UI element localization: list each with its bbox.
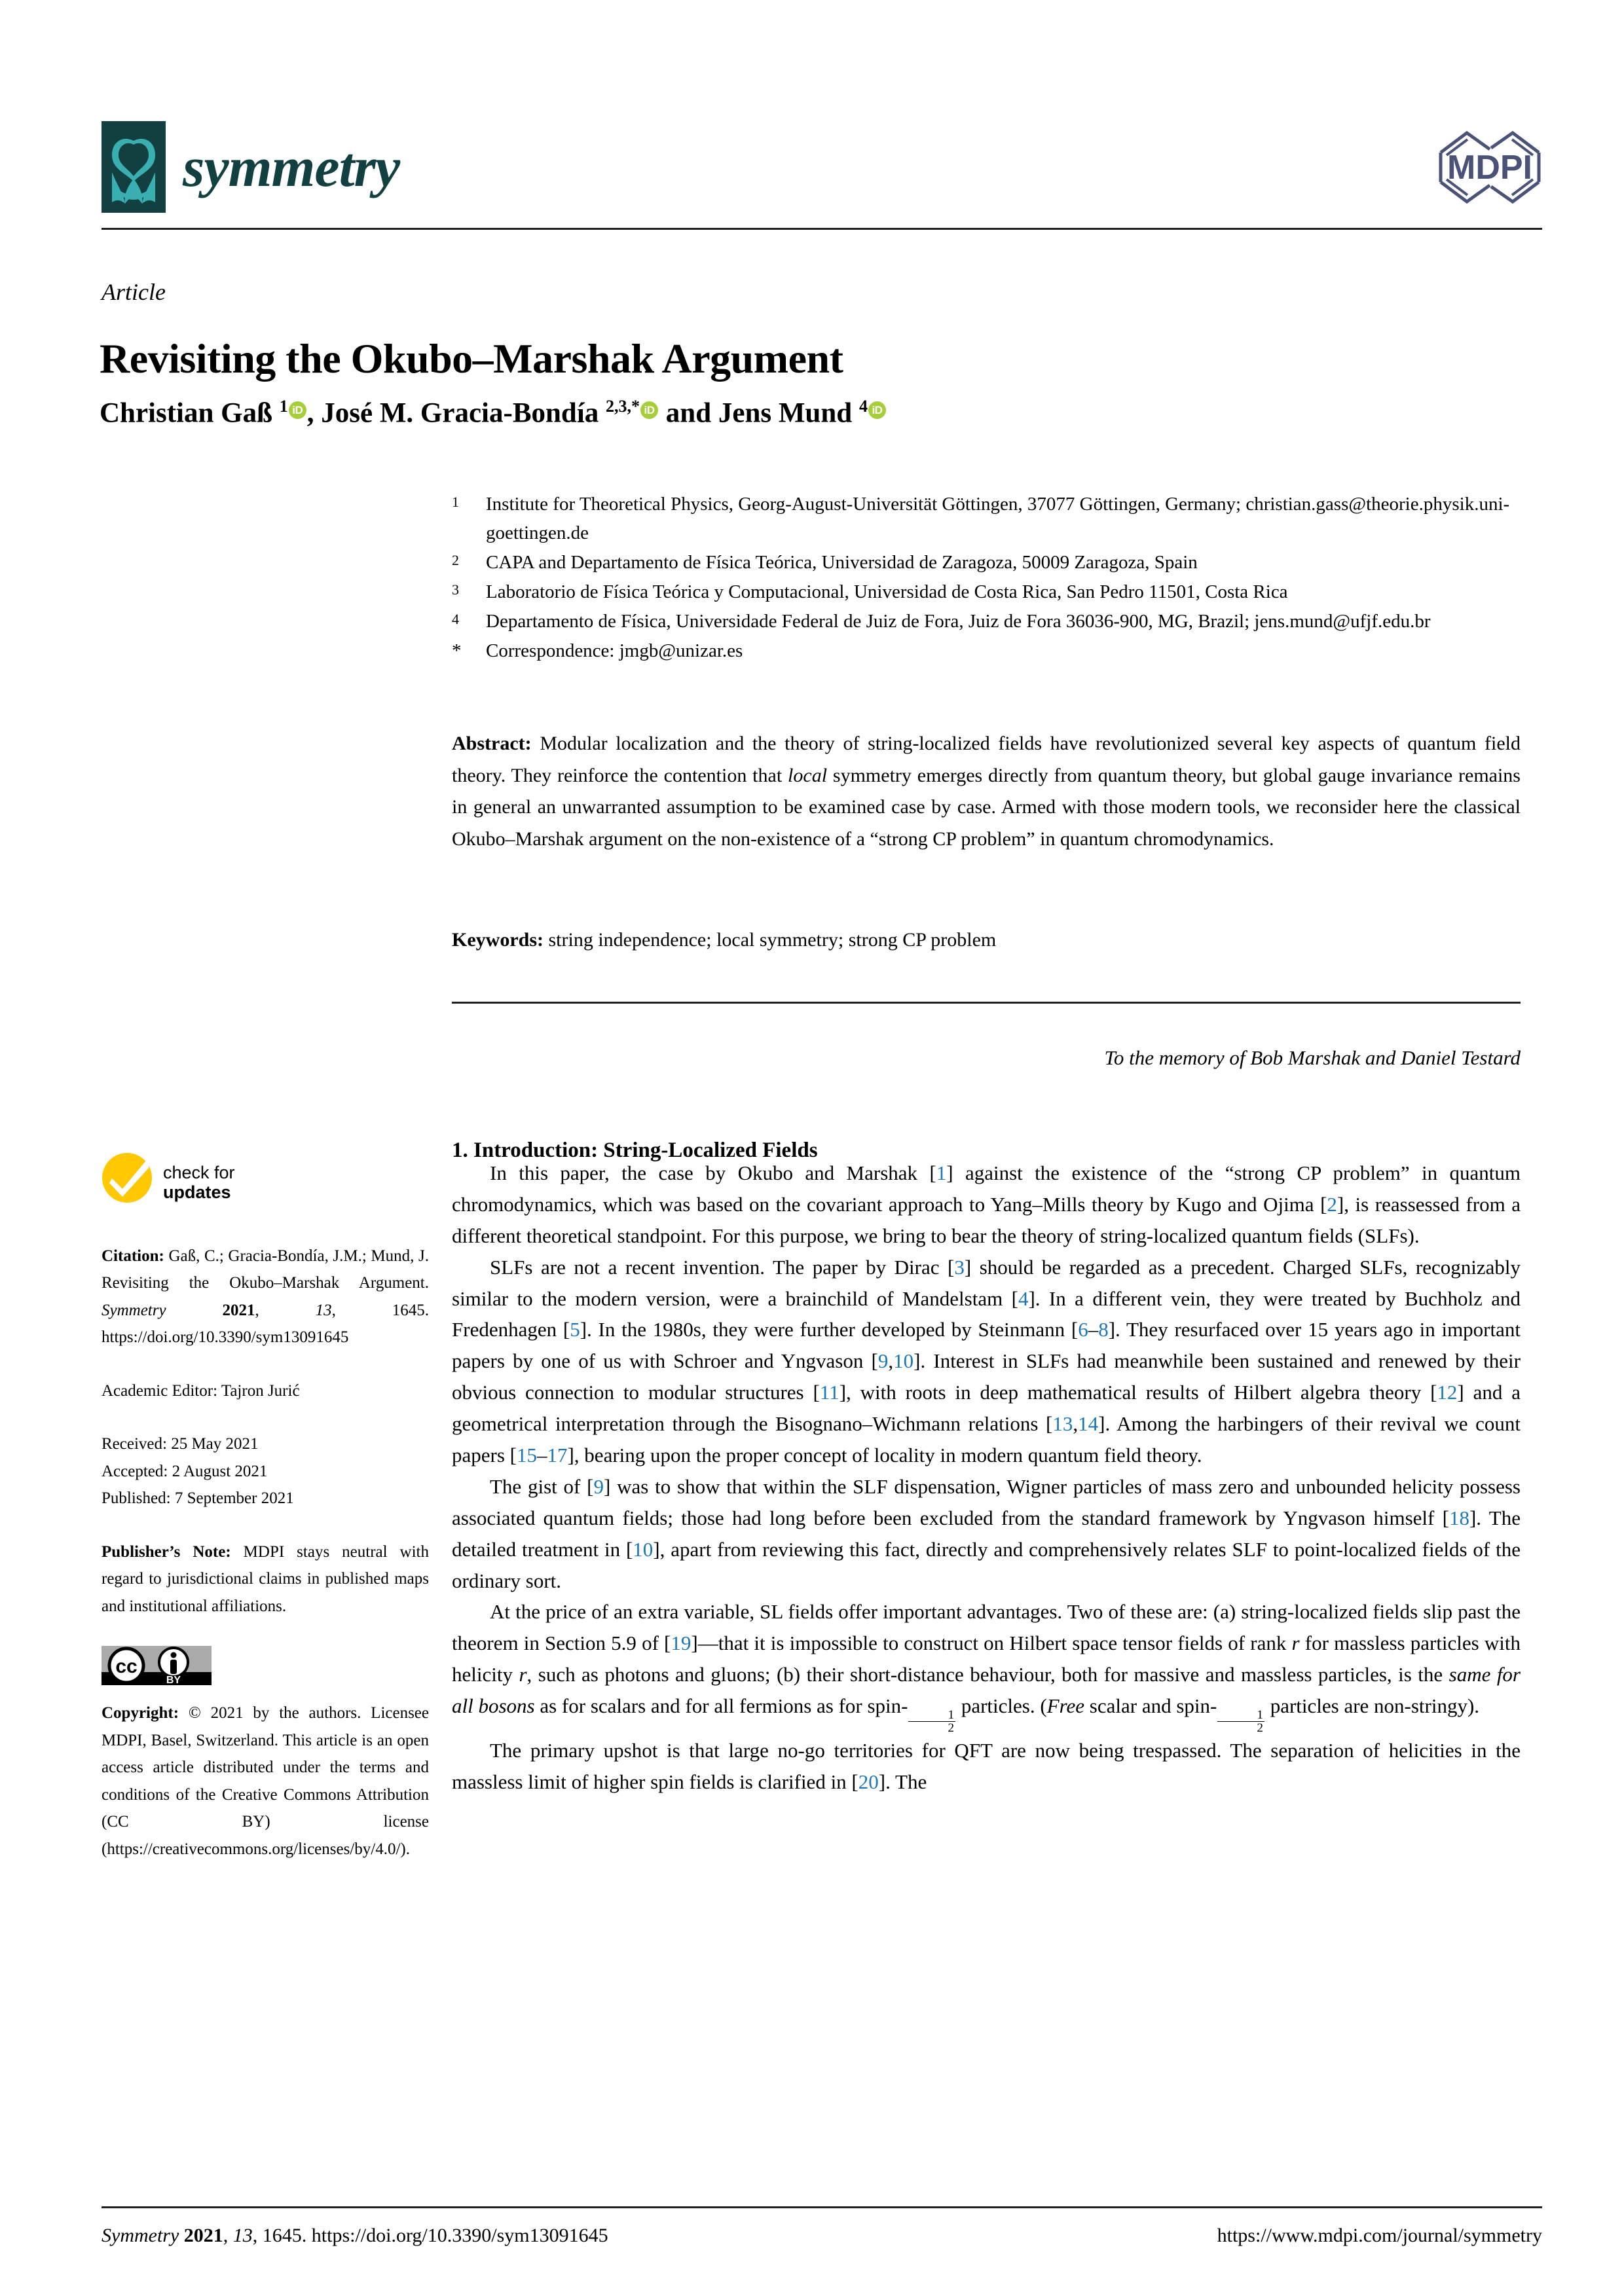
abstract-divider bbox=[452, 1002, 1521, 1004]
affiliation-row bbox=[452, 490, 1513, 547]
paragraph: At the price of an extra variable, SL fields offer important advantages. Two of these are: (a) string-localized fields slip past the theorem in Section 5.9 of [19]—that it is impossible to construct on Hilbert space tensor fields of rank r for massless particles with helicity r, such as photons and gluons; (b) their short-distance behaviour, both for massive and massless particles, is the same for all bosons as for scalars and for all fermions as for spin- $\frac{1}{2}$ particles. (Free scalar and spin- $\frac{1}{2}$ particles are non-stringy). bbox=[452, 1600, 1521, 1736]
copyright-block bbox=[101, 1700, 429, 1863]
publishers-note-label: Publisher’s Note: bbox=[101, 1542, 231, 1561]
keywords-label: Keywords: bbox=[452, 929, 544, 951]
affiliation-text: Institute for Theoretical Physics, Georg-August-Universität Göttingen, 37077 Göttingen, Germany; christian.gass@theorie.physik.uni-goettingen.de bbox=[486, 494, 1510, 544]
published-date: Published: 7 September 2021 bbox=[101, 1489, 294, 1507]
journal-name: symmetry bbox=[183, 136, 400, 198]
correspondence-text: Correspondence: jmgb@unizar.es bbox=[486, 640, 743, 662]
affiliation-row bbox=[452, 548, 1513, 577]
affiliation-marker: 1 bbox=[452, 494, 459, 510]
paragraph: In this paper, the case by Okubo and Marshak [1] against the existence of the “strong CP problem” in quantum chromodynamics, which was based on the covariant approach to Yang–Mills theory by Kugo and Ojima [2], is reassessed from a different theoretical standpoint. For this purpose, we bring to bear the theory of string-localized quantum fields (SLFs). bbox=[452, 1161, 1521, 1247]
article-type-label: Article bbox=[101, 279, 166, 305]
symmetry-butterfly-logo-icon bbox=[101, 121, 166, 213]
copyright-text: © 2021 by the authors. Licensee MDPI, Basel, Switzerland. This article is an open access article distributed under the terms and conditions of the Creative Commons Attribution (CC BY) license (https://creativecommons.org/licenses/by/4.0/). bbox=[101, 1704, 430, 1858]
received-date: Received: 25 May 2021 bbox=[101, 1435, 259, 1453]
accepted-date: Accepted: 2 August 2021 bbox=[101, 1462, 268, 1480]
copyright-label: Copyright: bbox=[101, 1704, 179, 1722]
abstract-label: Abstract: bbox=[452, 733, 532, 754]
abstract-block bbox=[452, 728, 1521, 855]
affiliation-text: Departamento de Física, Universidade Federal de Juiz de Fora, Juiz de Fora 36036-900, MG, Brazil; jens.mund@ufjf.edu.br bbox=[486, 611, 1431, 632]
check-for-updates-label bbox=[163, 1163, 235, 1202]
creative-commons-by-icon[interactable] bbox=[101, 1646, 212, 1685]
footer-citation: Symmetry 2021, 13, 1645. https://doi.org/10.3390/sym13091645 bbox=[101, 2225, 608, 2246]
academic-editor-text: Academic Editor: Tajron Jurić bbox=[101, 1381, 300, 1400]
academic-editor-block bbox=[101, 1377, 429, 1405]
check-circle-icon bbox=[101, 1152, 153, 1212]
affiliation-marker: * bbox=[452, 640, 462, 662]
paragraph: SLFs are not a recent invention. The paper by Dirac [3] should be regarded as a precedent. Charged SLFs, recognizably similar to the modern version, were a brainchild of Mandelstam [4]. In a different vein, they were treated by Buchholz and Fredenhagen [5]. In the 1980s, they were further developed by Steinmann [6–8]. They resurfaced over 15 years ago in important papers by one of us with Schroer and Yngvason [9,10]. Interest in SLFs had meanwhile been sustained and renewed by their obvious connection to modular structures [11], with roots in deep mathematical results of Hilbert algebra theory [12] and a geometrical interpretation through the Bisognano–Wichmann relations [13,14]. Among the harbingers of their revival we count papers [15–17], bearing upon the proper concept of locality in modern quantum field theory. bbox=[452, 1255, 1521, 1467]
page-title: Revisiting the Okubo–Marshak Argument bbox=[100, 335, 843, 382]
paragraph: The gist of [9] was to show that within the SLF dispensation, Wigner particles of mass zero and unbounded helicity possess associated quantum fields; those had long before been excluded from the standard framework by Yngvason himself [18]. The detailed treatment in [10], apart from reviewing this fact, directly and comprehensively relates SLF to point-localized fields of the ordinary sort. bbox=[452, 1474, 1521, 1592]
affiliation-row bbox=[452, 636, 1513, 665]
affiliation-text: CAPA and Departamento de Física Teórica, Universidad de Zaragoza, 50009 Zaragoza, Spain bbox=[486, 552, 1198, 574]
affiliation-marker: 3 bbox=[452, 581, 459, 598]
affiliation-row bbox=[452, 607, 1513, 636]
affiliation-text: Laboratorio de Física Teórica y Computacional, Universidad de Costa Rica, San Pedro 11501, Costa Rica bbox=[486, 581, 1288, 603]
svg-text:cc: cc bbox=[115, 1656, 138, 1677]
check-for-updates-line2: updates bbox=[163, 1182, 231, 1202]
dedication-line: To the memory of Bob Marshak and Daniel Testard bbox=[1104, 1046, 1521, 1069]
svg-text:BY: BY bbox=[166, 1675, 181, 1685]
publishers-note-text: MDPI stays neutral with regard to jurisdictional claims in published maps and institutional affiliations. bbox=[101, 1542, 430, 1615]
abstract-text: Modular localization and the theory of string-localized fields have revolutionized several key aspects of quantum field theory. They reinforce the contention that local symmetry emerges directly from quantum theory, but global gauge invariance remains in general an unwarranted assumption to be examined case by case. Armed with those modern tools, we reconsider here the classical Okubo–Marshak argument on the non-existence of a “strong CP problem” in quantum chromodynamics. bbox=[452, 733, 1521, 850]
citation-text: Gaß, C.; Gracia-Bondía, J.M.; Mund, J. Revisiting the Okubo–Marshak Argument. Symmetry 2021, 13, 1645. https://doi.org/10.3390/sym13091645 bbox=[101, 1247, 429, 1346]
citation-label: Citation: bbox=[101, 1247, 164, 1265]
citation-block bbox=[101, 1243, 429, 1351]
body-text-column bbox=[452, 1157, 1521, 1798]
header-divider bbox=[101, 228, 1542, 230]
svg-text:MDPI: MDPI bbox=[1447, 149, 1532, 187]
left-sidebar bbox=[101, 1152, 429, 1889]
footer-divider bbox=[101, 2206, 1542, 2208]
affiliation-marker: 2 bbox=[452, 552, 459, 569]
footer-journal-url[interactable]: https://www.mdpi.com/journal/symmetry bbox=[1217, 2225, 1542, 2246]
publishers-note-block bbox=[101, 1539, 429, 1620]
keywords-text: string independence; local symmetry; strong CP problem bbox=[548, 929, 997, 951]
journal-logo bbox=[101, 121, 399, 213]
affiliation-row bbox=[452, 577, 1513, 606]
paragraph: The primary upshot is that large no-go territories for QFT are now being trespassed. The separation of helicities in the massless limit of higher spin fields is clarified in [20]. The bbox=[452, 1738, 1521, 1793]
check-for-updates-badge[interactable] bbox=[101, 1152, 429, 1212]
mdpi-logo-icon bbox=[1437, 126, 1542, 208]
author-list: Christian Gaß $^1$ iD , José M. Gracia-Bondía $^{2,3,*}$ iD and Jens Mund $^4$ iD bbox=[100, 396, 1507, 430]
keywords-block bbox=[452, 924, 1521, 956]
affiliations-block bbox=[452, 490, 1513, 666]
page-header bbox=[101, 121, 1542, 219]
affiliation-marker: 4 bbox=[452, 611, 459, 628]
dates-block bbox=[101, 1430, 429, 1512]
section-heading: 1. Introduction: String-Localized Fields bbox=[452, 1139, 818, 1163]
check-for-updates-line1: check for bbox=[163, 1162, 235, 1182]
